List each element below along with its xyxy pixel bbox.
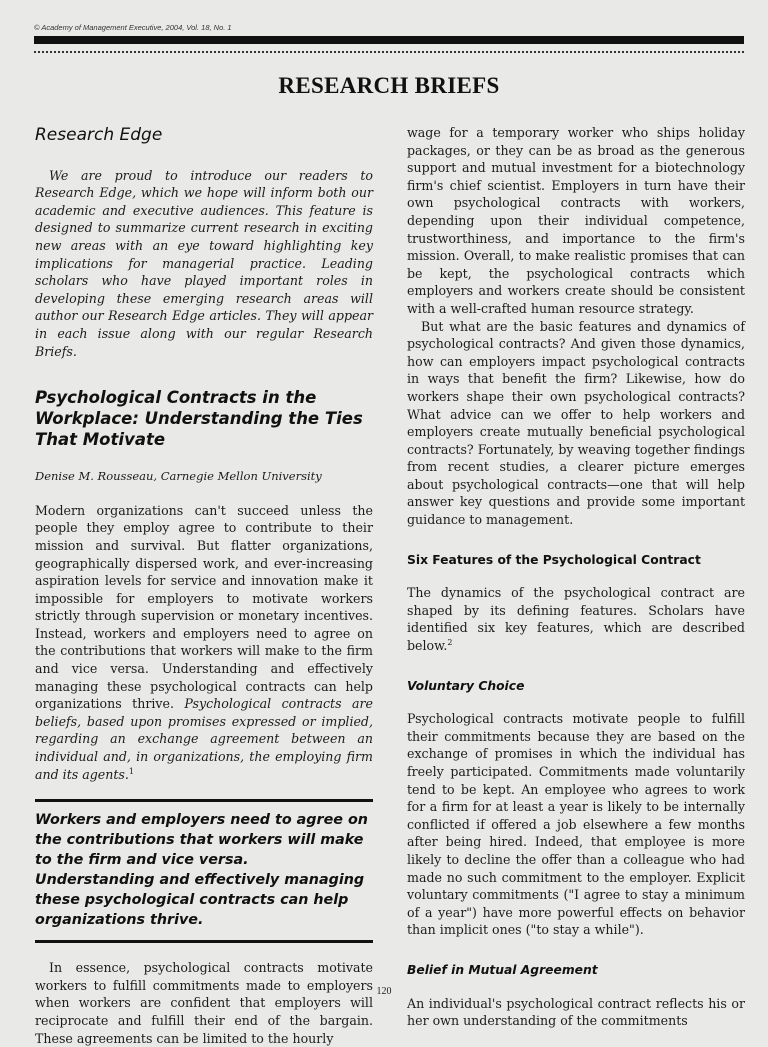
continued-paragraph: wage for a temporary worker who ships holiday packages, or they can be as broad as the generous support and mutual investment for a biotechnology firm's chief scientist. Employers in turn have their own psychological contracts with workers, depending upon their individual competence, trustworthiness, and importance to the firm's mission. Overall, to make realistic promises that can be kept, the psychological contracts which employers and workers create should be consistent with a well-crafted human resource strategy. [407,125,745,316]
questions-paragraph: But what are the basic features and dynamics of psychological contracts? And given those dynamics, how can employers impact psychological contracts in ways that benefit the firm? Likewise, how do workers shape their own psychological contracts? What advice can we offer to help workers and employers create mutually beneficial psychological contracts? Fortunately, by weaving together findings from recent studies, a clearer picture emerges about psychological contracts—one that will help answer key questions and provide some important guidance to management. [407,318,745,528]
research-edge-heading: Research Edge [35,125,163,145]
footnote-ref-1[interactable]: 1 [128,766,134,776]
research-edge-intro: We are proud to introduce our readers to Research Edge, which we hope will inform both our academic and executive audiences. This feature is designed to summarize current research in exciting new areas with an eye toward highlighting key implications for managerial practice. Leading scholars who have played important roles in developing these emerging research areas will author our Research Edge articles. They will appear in each issue along with our regular Research Briefs. [35,167,373,359]
definition-text: Psychological contracts are beliefs, based upon promises expressed or implied, regarding an exchange agreement between an individual and, in organizations, the employing firm and its agents. [35,696,373,782]
pull-quote: Workers and employers need to agree on the contributions that workers will make to the firm and vice versa. Understanding and effectively managing these psychological contracts can help organizations thrive. [35,799,373,943]
footnote-ref-2[interactable]: 2 [447,637,453,647]
voluntary-choice-heading: Voluntary Choice [407,678,525,693]
opening-paragraph [35,502,373,784]
left-column [35,122,373,1047]
article-title: Psychological Contracts in the Workplace: Understanding the Ties That Motivate [35,388,363,450]
journal-citation: © Academy of Management Executive, 2004, Vol. 18, No. 1 [34,23,232,32]
page-number: 120 [376,986,392,997]
opening-paragraph-text: Modern organizations can't succeed unless the people they employ agree to contribute to their mission and survival. But flatter organizations, geographically dispersed work, and ever-increasing aspiration levels for service and innovation make it impossible for employers to motivate workers strictly through supervision or monetary incentives. Instead, workers and employers need to agree on the contributions that workers will make to the firm and vice versa. Understanding and effectively managing these psychological contracts can help organizations thrive. [35,502,373,712]
essence-paragraph: In essence, psychological contracts motivate workers to fulfill commitments made to employers when workers are confident that employers will reciprocate and fulfill their end of the bargain. These agreements can be limited to the hourly [35,960,373,1046]
header-rule [34,36,744,44]
mutual-agreement-heading: Belief in Mutual Agreement [407,962,598,977]
mutual-agreement-paragraph: An individual's psychological contract reflects his or her own understanding of the commitments [407,995,745,1029]
header-dotted-rule [34,51,744,53]
right-column [407,124,745,1030]
byline: Denise M. Rousseau, Carnegie Mellon University [35,469,322,484]
six-features-heading: Six Features of the Psychological Contract [407,552,701,567]
section-title: RESEARCH BRIEFS [278,73,500,98]
voluntary-choice-paragraph: Psychological contracts motivate people to fulfill their commitments because they are based on the exchange of promises in which the individual has freely participated. Commitments made voluntarily tend to be kept. An employee who agrees to work for a firm for at least a year is likely to be internally conflicted if offered a job elsewhere a few months after being hired. Indeed, that employee is more likely to decline the offer than a colleague who had made no such commitment to the employer. Explicit voluntary commitments ("I agree to stay a minimum of a year") have more powerful effects on behavior than implicit ones ("to stay a while"). [407,711,745,938]
six-features-text: The dynamics of the psychological contract are shaped by its defining features. Scholars have identified six key features, which are described below. [407,585,745,654]
six-features-paragraph [407,584,745,654]
